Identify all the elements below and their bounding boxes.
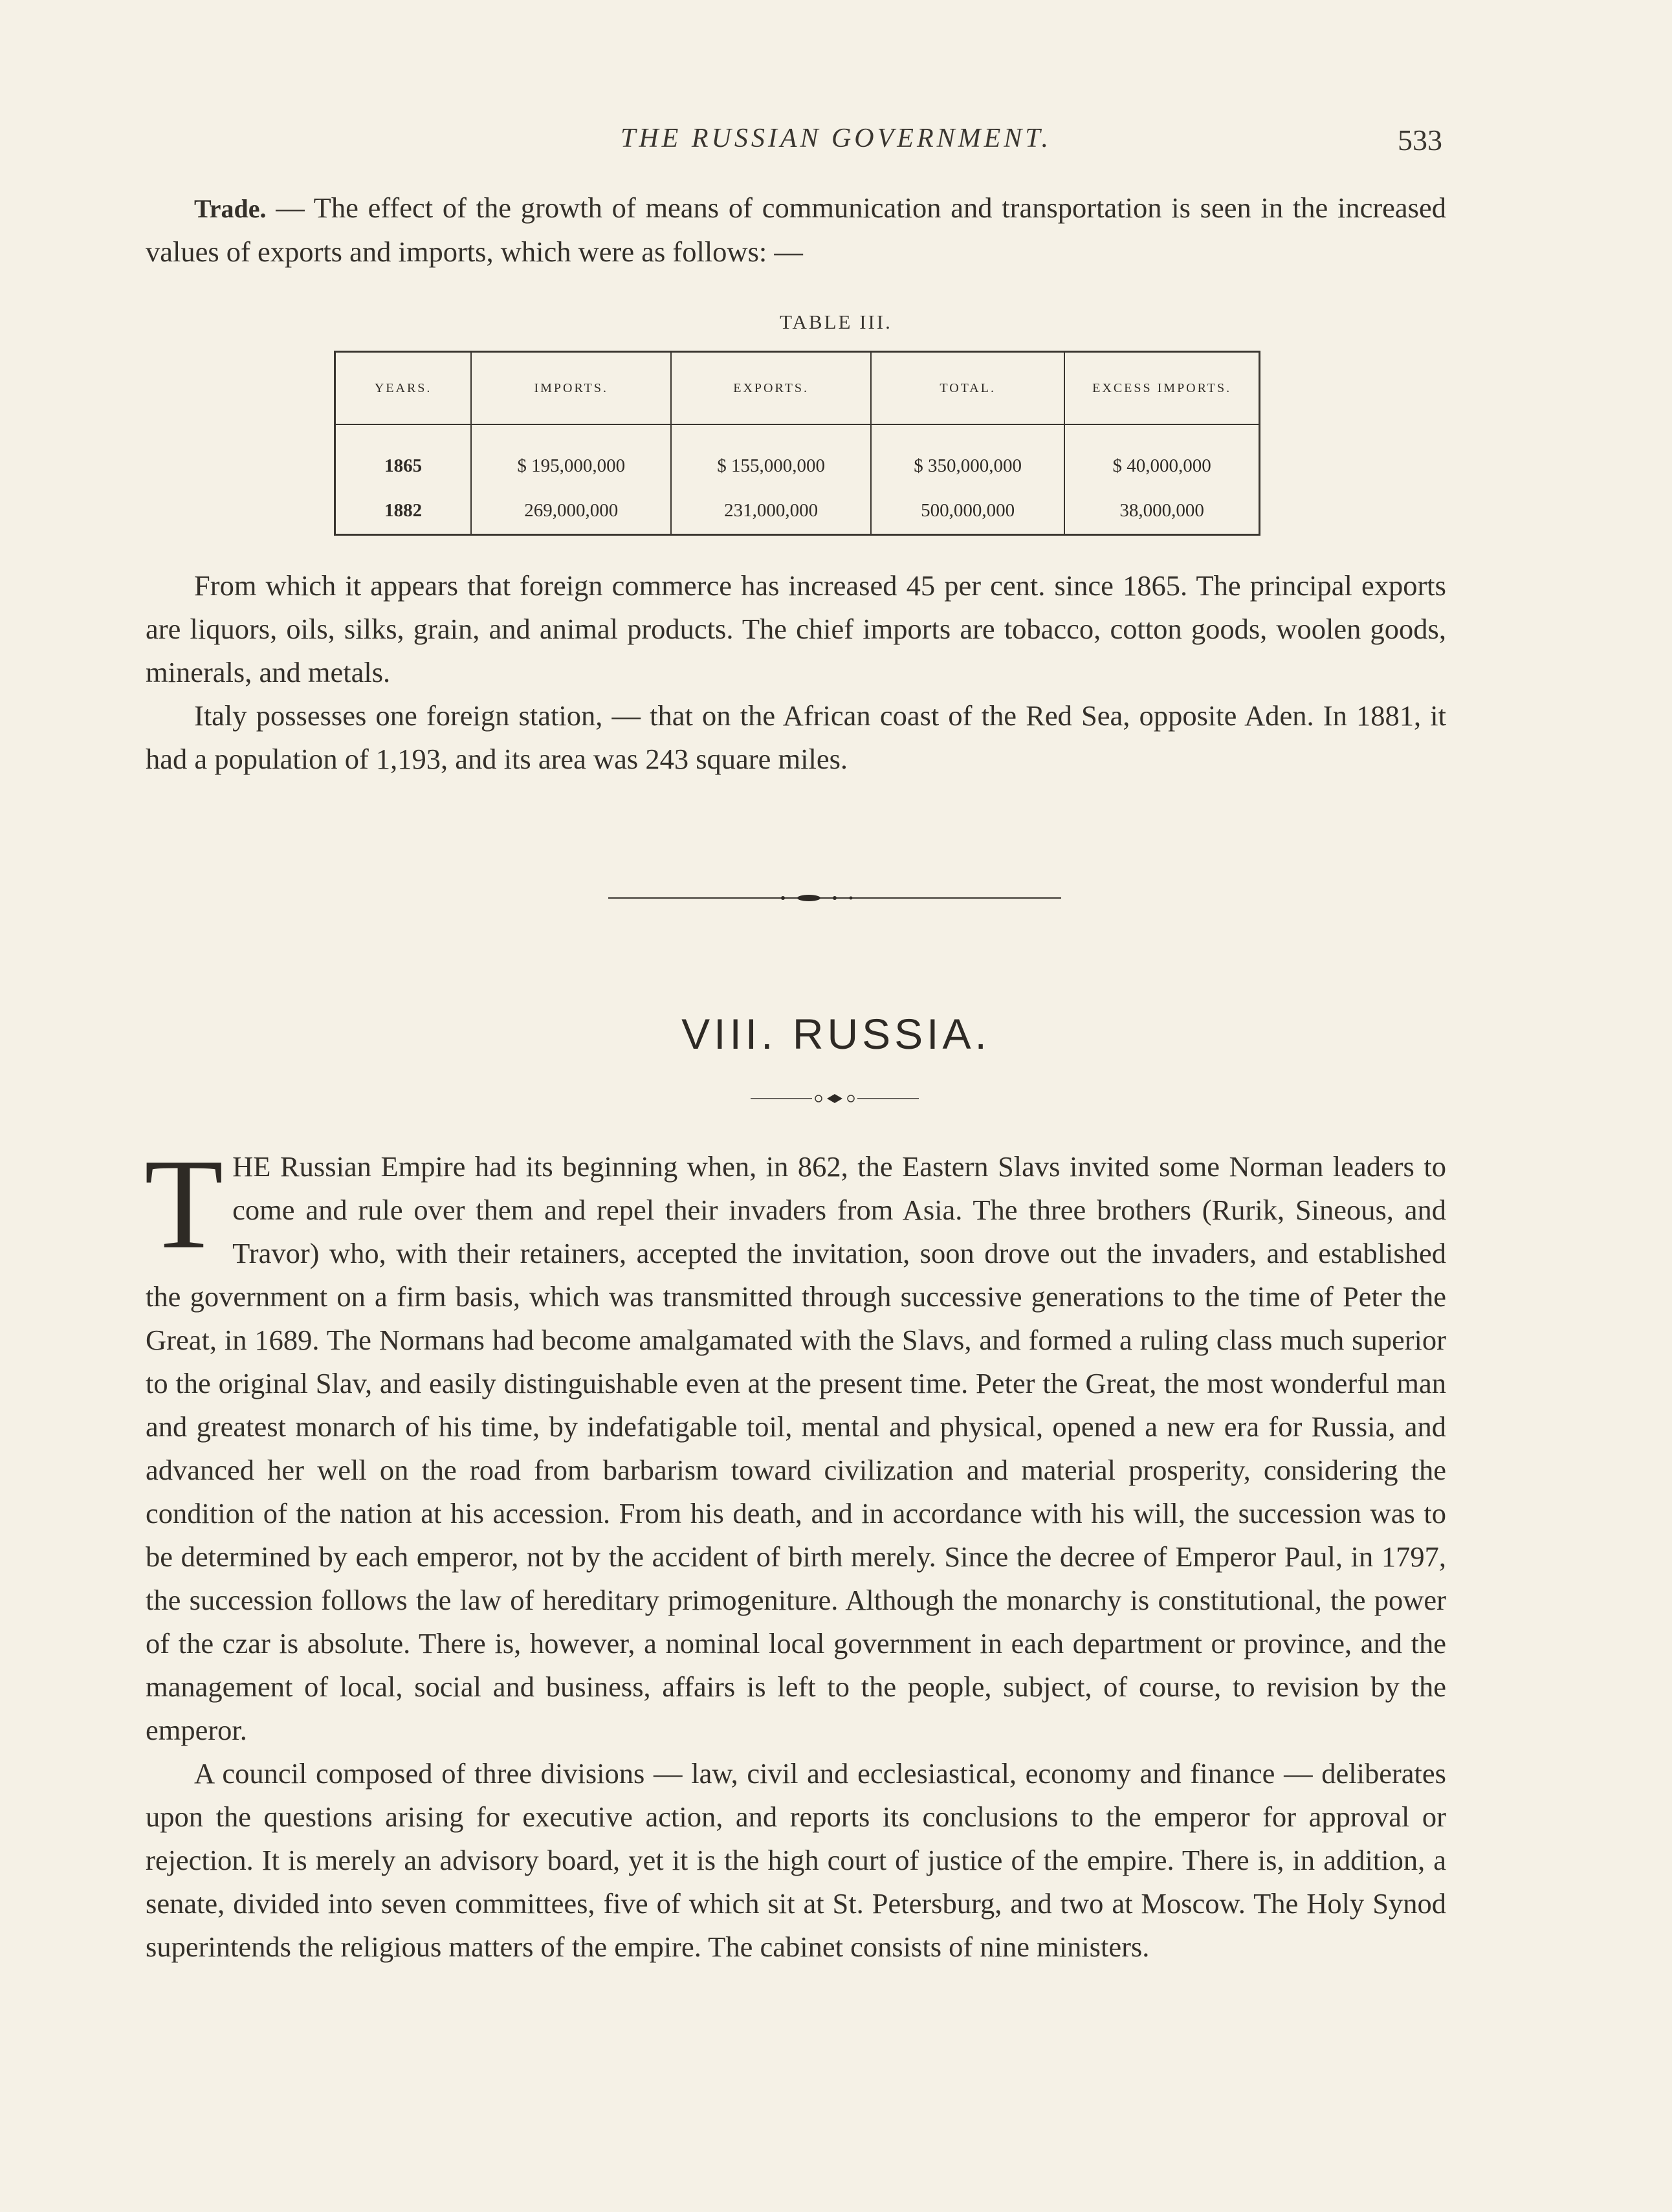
cell-excess-imports: 38,000,000 — [1064, 492, 1259, 535]
col-header-exports: EXPORTS. — [671, 352, 871, 425]
cell-total: $ 350,000,000 — [871, 424, 1064, 492]
table-row — [335, 492, 1260, 535]
col-header-imports: IMPORTS. — [471, 352, 671, 425]
commerce-paragraph: From which it appears that foreign commerce has increased 45 per cent. since 1865. The principal exports are liquors, oils, silks, grain, and animal products. The chief imports are tobacco, cotton goods, woolen goods, minerals, and metals. — [146, 569, 1446, 688]
cell-exports: $ 155,000,000 — [671, 424, 871, 492]
drop-cap: T — [144, 1133, 224, 1276]
trade-table — [334, 351, 1260, 536]
cell-year: 1882 — [384, 499, 423, 521]
col-header-total: TOTAL. — [871, 352, 1064, 425]
foreign-station-paragraph: Italy possesses one foreign station, — that on the African coast of the Red Sea, opposite Aden. In 1881, it had a population of 1,193, and its area was 243 square miles. — [146, 699, 1446, 775]
italy-commerce-text — [146, 564, 1446, 781]
russia-opening-text: HE Russian Empire had its beginning when, in 862, the Eastern Slavs invited some Norman leaders to come and rule over them and repel their invaders from Asia. The three brothers (Rurik, Sineous, and Travor) who, with their retainers, accepted the invitation, soon drove out the invaders, and established the government on a firm basis, which was transmitted through successive generations to the time of Peter the Great, in 1689. The Normans had become amalgamated with the Slavs, and formed a ruling class much superior to the original Slav, and easily distinguishable even at the present time. Peter the Great, the most wonderful man and greatest monarch of his time, by indefatigable toil, mental and physical, opened a new era for Russia, and advanced her well on the road from barbarism toward civilization and material prosperity, considering the condition of the nation at his accession. From his death, and in accordance with his will, the succession was to be determined by each emperor, not by the accident of birth merely. Since the decree of Emperor Paul, in 1797, the succession follows the law of hereditary primogeniture. Although the monarchy is constitutional, the power of the czar is absolute. There is, however, a nominal local government in each department or province, and the management of local, social and business, affairs is left to the people, subject, of course, to revision by the emperor. — [146, 1150, 1446, 1746]
cell-year: 1865 — [384, 455, 423, 476]
council-paragraph: A council composed of three divisions — law, civil and ecclesiastical, economy and finance — deliberates upon the questions arising for executive action, and reports its conclusions to the emperor for approval or rejection. It is merely an advisory board, yet it is the high court of justice of the empire. There is, in addition, a senate, divided into seven committees, five of which sit at St. Petersburg, and two at Moscow. The Holy Synod superintends the religious matters of the empire. The cabinet consists of nine ministers. — [146, 1757, 1446, 1963]
table-header-row — [335, 352, 1260, 425]
trade-paragraph — [146, 186, 1446, 274]
trade-text: — The effect of the growth of means of communication and transportation is seen in the increased values of exports and imports, which were as follows: — — [146, 192, 1446, 268]
col-header-excess-imports: EXCESS IMPORTS. — [1064, 352, 1259, 425]
russia-opening-paragraph — [144, 1133, 1446, 1752]
table-row — [335, 424, 1260, 492]
col-header-years: YEARS. — [335, 352, 472, 425]
trade-heading: Trade. — [194, 194, 267, 223]
section-title: VIII. RUSSIA. — [681, 1010, 991, 1058]
title-flourish-ornament — [751, 1092, 919, 1105]
russia-text — [144, 1133, 1446, 1969]
cell-imports: 269,000,000 — [471, 492, 671, 535]
section-divider-ornament — [608, 892, 1061, 904]
page-number: 533 — [1398, 124, 1442, 157]
table-label: TABLE III. — [780, 311, 892, 333]
cell-exports: 231,000,000 — [671, 492, 871, 535]
cell-imports: $ 195,000,000 — [471, 424, 671, 492]
cell-total: 500,000,000 — [871, 492, 1064, 535]
running-head: THE RUSSIAN GOVERNMENT. — [620, 124, 1052, 153]
cell-excess-imports: $ 40,000,000 — [1064, 424, 1259, 492]
